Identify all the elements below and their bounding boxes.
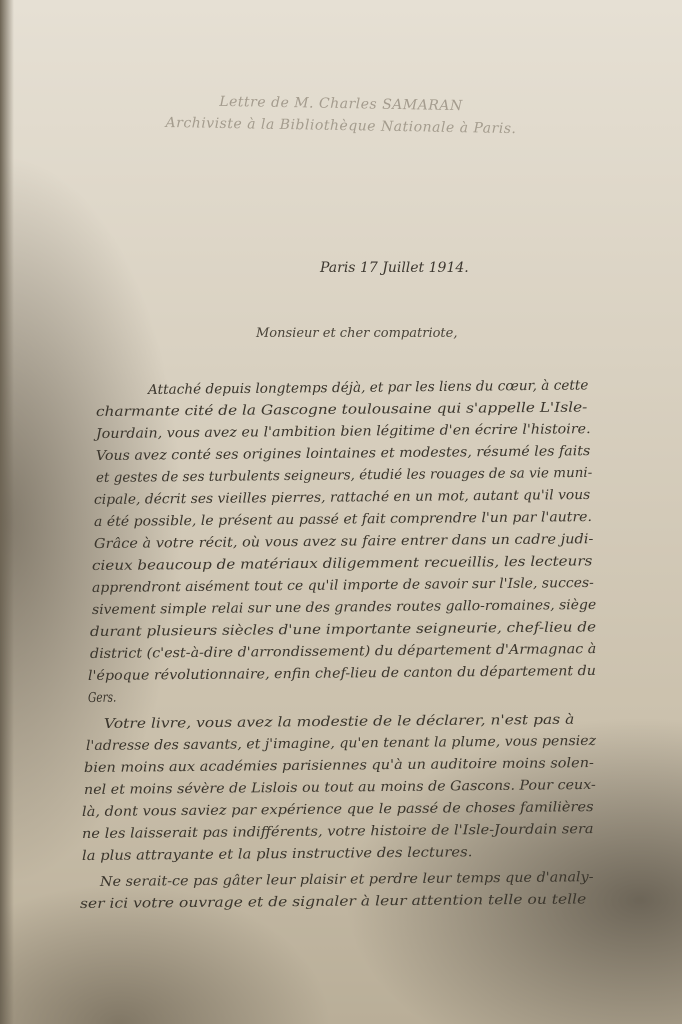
body-line: district (c'est-à-dire d'arrondissement) du département d'Armagnac à <box>89 641 597 662</box>
body-line: la plus attrayante et la plus instructive des lectures. <box>81 844 473 864</box>
body-line: ser ici votre ouvrage et de signaler à leur attention telle ou telle <box>79 891 587 912</box>
letter-dateline: Paris 17 Juillet 1914. <box>320 260 469 276</box>
body-line: l'époque révolutionnaire, enfin chef-lieu de canton du département du <box>87 662 596 684</box>
body-line: a été possible, le présent au passé et fait comprendre l'un par l'autre. <box>93 508 593 530</box>
body-line: Jourdain, vous avez eu l'ambition bien légitime d'en écrire l'histoire. <box>95 421 591 442</box>
body-line: durant plusieurs siècles d'une importante seigneurie, chef-lieu de <box>89 619 597 640</box>
body-line: là, dont vous saviez par expérience que le passé de choses familières <box>81 799 594 820</box>
body-line: bien moins aux académies parisiennes qu'à un auditoire moins solen- <box>83 755 595 776</box>
body-line: Votre livre, vous avez la modestie de le déclarer, n'est pas à <box>103 711 575 732</box>
body-line: ne les laisserait pas indifférents, votre histoire de l'Isle-Jourdain sera <box>81 821 594 842</box>
body-line: apprendront aisément tout ce qu'il importe de savoir sur l'Isle, succes- <box>91 574 594 596</box>
letter-salutation: Monsieur et cher compatriote, <box>256 326 458 341</box>
letter-heading-author: Lettre de M. Charles SAMARAN <box>219 93 463 115</box>
body-line: Ne serait-ce pas gâter leur plaisir et perdre leur temps que d'analy- <box>99 869 594 890</box>
body-line: cipale, décrit ses vieilles pierres, rattaché en un mot, autant qu'il vous <box>93 486 591 508</box>
body-line: Grâce à votre récit, où vous avez su faire entrer dans un cadre judi- <box>93 531 594 552</box>
letter-heading-title: Archiviste à la Bibliothèque Nationale à Paris. <box>165 114 517 138</box>
body-line: charmante cité de la Gascogne toulousaine qui s'appelle L'Isle- <box>95 399 588 420</box>
body-line: Gers. <box>87 689 117 706</box>
body-line: Attaché depuis longtemps déjà, et par les liens du cœur, à cette <box>147 377 589 398</box>
body-line: nel et moins sévère de Lislois ou tout au moins de Gascons. Pour ceux- <box>83 776 596 798</box>
body-line: sivement simple relai sur une des grandes routes gallo-romaines, siège <box>91 596 597 618</box>
body-line: cieux beaucoup de matériaux diligemment recueillis, les lecteurs <box>91 553 593 574</box>
body-line: Vous avez conté ses origines lointaines et modestes, résumé les faits <box>95 443 591 464</box>
page-binding-shadow <box>0 0 14 1024</box>
body-line: et gestes de ses turbulents seigneurs, étudié les rouages de sa vie muni- <box>95 464 593 486</box>
body-line: l'adresse des savants, et j'imagine, qu'en tenant la plume, vous pensiez <box>85 732 597 754</box>
